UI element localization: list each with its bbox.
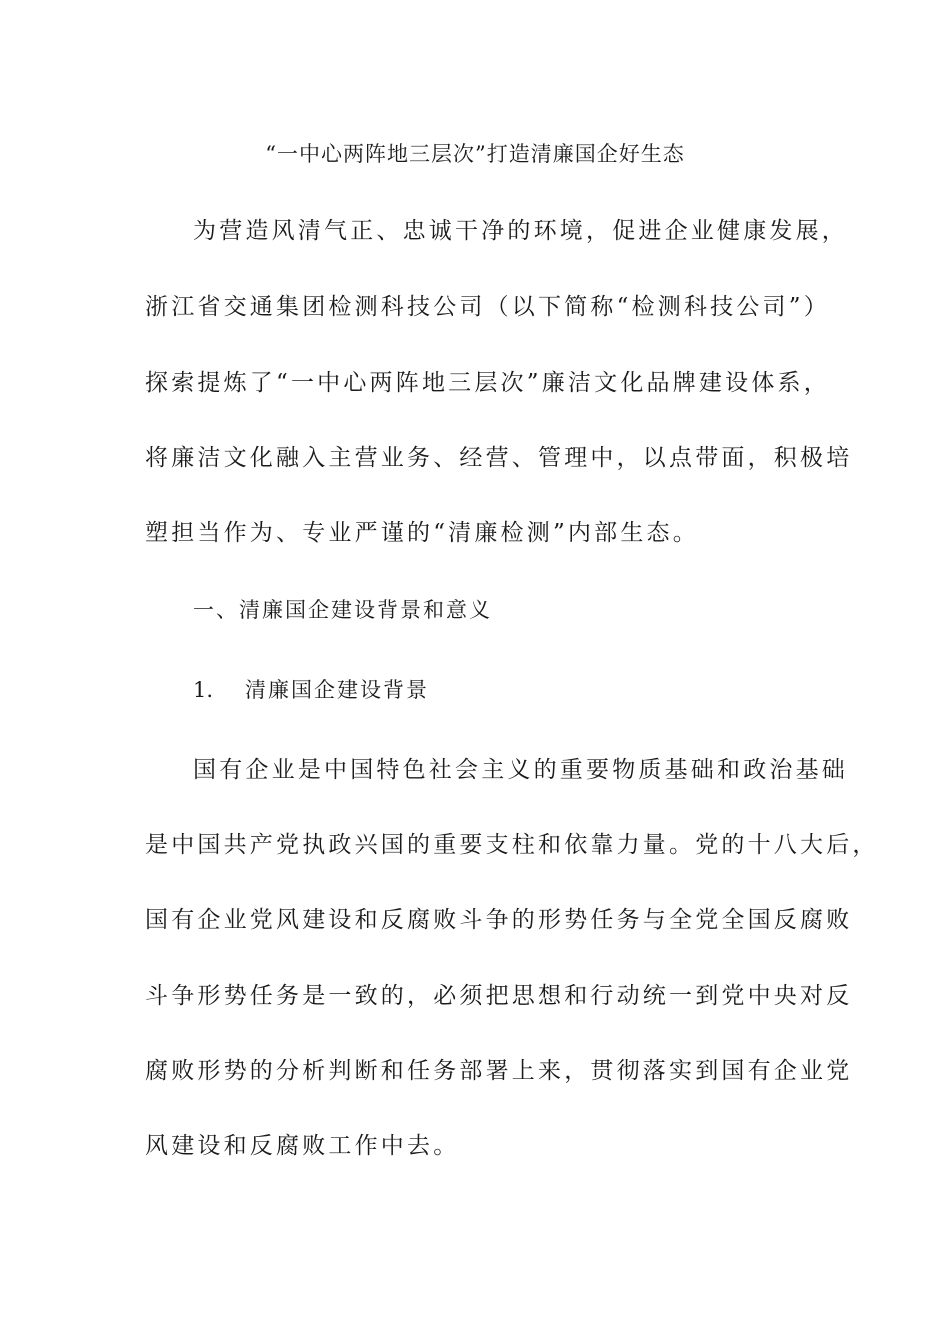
- section-heading: 一、清廉国企建设背景和意义: [193, 598, 492, 622]
- intro-line-3: 探索提炼了“一中心两阵地三层次”廉洁文化品牌建设体系，: [145, 370, 830, 396]
- subsection-label: 清廉国企建设背景: [245, 678, 429, 702]
- subsection-heading: [193, 676, 429, 704]
- document-title: “一中心两阵地三层次”打造清廉国企好生态: [265, 142, 685, 166]
- body-line-6: 风建设和反腐败工作中去。: [145, 1133, 460, 1159]
- intro-line-1: 为营造风清气正、忠诚干净的环境，促进企业健康发展，: [193, 218, 848, 244]
- body-line-5: 腐败形势的分析判断和任务部署上来，贯彻落实到国有企业党: [145, 1058, 853, 1084]
- subsection-number: 1.: [193, 678, 214, 702]
- body-line-1: 国有企业是中国特色社会主义的重要物质基础和政治基础: [193, 757, 848, 783]
- body-line-3: 国有企业党风建设和反腐败斗争的形势任务与全党全国反腐败: [145, 907, 853, 933]
- intro-line-5: 塑担当作为、专业严谨的“清廉检测”内部生态。: [145, 520, 699, 546]
- body-line-4: 斗争形势任务是一致的，必须把思想和行动统一到党中央对反: [145, 983, 853, 1009]
- intro-line-2: 浙江省交通集团检测科技公司（以下简称“检测科技公司”）: [145, 294, 830, 320]
- intro-line-4: 将廉洁文化融入主营业务、经营、管理中，以点带面，积极培: [145, 445, 853, 471]
- body-line-2: 是中国共产党执政兴国的重要支柱和依靠力量。党的十八大后，: [145, 832, 879, 858]
